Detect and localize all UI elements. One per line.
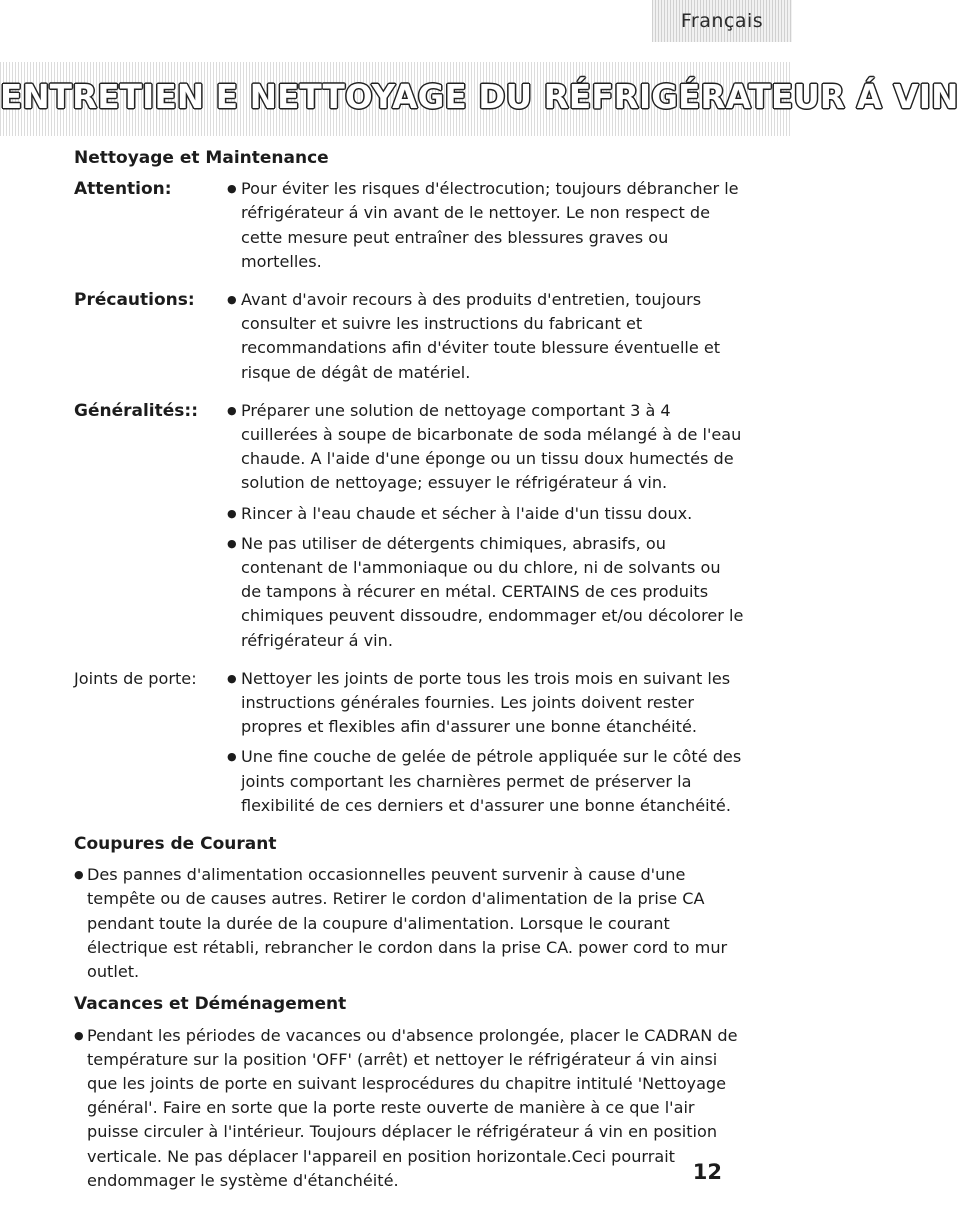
- row-label-generalites: Généralités::: [74, 400, 198, 421]
- section-heading-vacation: Vacances et Déménagement: [74, 994, 347, 1015]
- list-item: [227, 177, 744, 274]
- row-attention: [74, 177, 744, 280]
- list-item: [227, 288, 744, 385]
- list-item: [227, 399, 744, 496]
- list-item: [227, 745, 744, 818]
- bullet-icon: ●: [74, 868, 84, 882]
- list-item-text: Préparer une solution de nettoyage comportant 3 à 4 cuillerées à soupe de bicarbonate de soda mélangé à de l'eau chaude. A l'aide d'une éponge ou un tissu doux humectés de solution de nettoyage; essuyer le réfrigérateur á vin.: [241, 400, 742, 493]
- bullet-icon: ●: [227, 506, 237, 520]
- bullet-icon: ●: [227, 182, 237, 196]
- page-content: [74, 146, 744, 1193]
- list-item: [227, 502, 744, 526]
- section-heading-cleaning: Nettoyage et Maintenance: [74, 148, 329, 168]
- row-joints: [74, 667, 744, 824]
- bullet-icon: ●: [227, 403, 237, 417]
- bullet-icon: ●: [74, 1028, 84, 1042]
- list-item-text: Rincer à l'eau chaude et sécher à l'aide d'un tissu doux.: [241, 503, 693, 523]
- row-precautions: [74, 288, 744, 391]
- bullet-icon: ●: [227, 536, 237, 550]
- language-tab: [652, 0, 792, 42]
- row-label-joints: Joints de porte:: [74, 668, 197, 688]
- list-item: [227, 532, 744, 653]
- list-item-text: Pendant les périodes de vacances ou d'absence prolongée, placer le CADRAN de température sur la position 'OFF' (arrêt) et nettoyer le réfrigérateur á vin ainsi que les joints de porte en suivant lesprocédures du chapitre intitulé 'Nettoyage général'. Faire en sorte que la porte reste ouverte de manière à ce que l'air puisse circuler à l'intérieur. Toujours déplacer le réfrigérateur á vin en position verticale. Ne pas déplacer l'appareil en position horizontale.Ceci pourrait endommager le système d'étanchéité.: [87, 1025, 738, 1190]
- row-label-attention: Attention:: [74, 179, 172, 200]
- list-item-text: Nettoyer les joints de porte tous les trois mois en suivant les instructions générales fournies. Les joints doivent rester propres et flexibles afin d'assurer une bonne étanchéité.: [241, 668, 731, 737]
- row-label-precautions: Précautions:: [74, 290, 195, 311]
- section-heading-power: Coupures de Courant: [74, 834, 277, 855]
- row-generalites: [74, 399, 744, 659]
- list-item-text: Des pannes d'alimentation occasionnelles peuvent survenir à cause d'une tempête ou de causes autres. Retirer le cordon d'alimentation de la prise CA pendant toute la durée de la coupure d'alimentation. Lorsque le courant électrique est rétabli, rebrancher le cordon dans la prise CA. power cord to mur outlet.: [87, 865, 728, 982]
- page-title: ENTRETIEN E NETTOYAGE DU RÉFRIGÉRATEUR Á VIN: [0, 78, 959, 116]
- list-item: [227, 667, 744, 740]
- language-tab-label: Français: [680, 10, 764, 32]
- bullet-icon: ●: [227, 750, 237, 764]
- list-item-text: Ne pas utiliser de détergents chimiques, abrasifs, ou contenant de l'ammoniaque ou du chlore, ni de solvants ou de tampons à récurer en métal. CERTAINS de ces produits chimiques peuvent dissoudre, endommager et/ou décolorer le réfrigérateur á vin.: [241, 533, 744, 650]
- list-item-text: Pour éviter les risques d'électrocution; toujours débrancher le réfrigérateur á vin avant de le nettoyer. Le non respect de cette mesure peut entraîner des blessures graves ou mortelles.: [241, 179, 739, 271]
- bullet-icon: ●: [227, 671, 237, 685]
- bullet-icon: ●: [227, 293, 237, 307]
- list-item: [74, 863, 744, 984]
- list-item-text: Une fine couche de gelée de pétrole appliquée sur le côté des joints comportant les charnières permet de préserver la flexibilité de ces derniers et d'assurer une bonne étanchéité.: [241, 747, 742, 815]
- list-item-text: Avant d'avoir recours à des produits d'entretien, toujours consulter et suivre les instructions du fabricant et recommandations afin d'éviter toute blessure éventuelle et risque de dégât de matériel.: [241, 290, 721, 382]
- page-number: 12: [692, 1160, 722, 1184]
- list-item: [74, 1024, 744, 1193]
